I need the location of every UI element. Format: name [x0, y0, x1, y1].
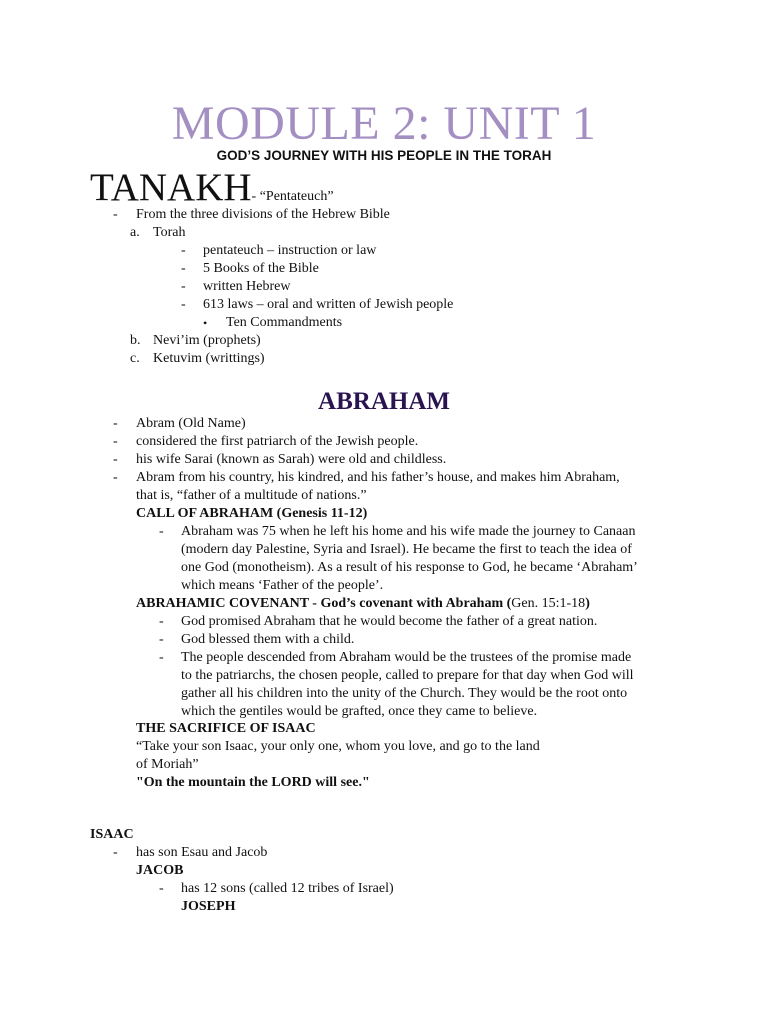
- dash-marker: -: [159, 650, 164, 665]
- abraham-item: his wife Sarai (known as Sarah) were old and childless.: [136, 452, 447, 467]
- page-title: MODULE 2: UNIT 1: [171, 97, 597, 150]
- call-line: Abraham was 75 when he left his home and his wife made the journey to Canaan: [181, 524, 636, 539]
- ketuvim-label: Ketuvim (writtings): [153, 351, 265, 366]
- jacob-item: has 12 sons (called 12 tribes of Israel): [181, 881, 394, 896]
- dash-marker: -: [159, 614, 164, 629]
- tanakh-intro: From the three divisions of the Hebrew Bible: [136, 207, 390, 222]
- torah-item: 5 Books of the Bible: [203, 261, 319, 276]
- dash-marker: -: [159, 881, 164, 896]
- isaac-item: has son Esau and Jacob: [136, 845, 268, 860]
- jacob-heading: JACOB: [136, 863, 184, 878]
- list-marker-c: c.: [130, 351, 140, 366]
- call-line: which means ‘Father of the people’.: [181, 578, 384, 593]
- neviim-label: Nevi’im (prophets): [153, 333, 261, 348]
- dash-marker: -: [159, 524, 164, 539]
- dash-marker: -: [113, 207, 118, 222]
- tanakh-heading-line: [90, 168, 334, 208]
- dash-marker: -: [181, 243, 186, 258]
- covenant-line: The people descended from Abraham would be the trustees of the promise made: [181, 650, 632, 665]
- abraham-item: considered the first patriarch of the Jewish people.: [136, 434, 419, 449]
- bullet-marker: •: [203, 316, 208, 330]
- call-line: one God (monotheism). As a result of his response to God, he became ‘Abraham’: [181, 560, 638, 575]
- list-marker-b: b.: [130, 333, 141, 348]
- dash-marker: -: [181, 261, 186, 276]
- covenant-item: God blessed them with a child.: [181, 632, 355, 647]
- covenant-line: which the gentiles would be grafted, once they came to believe.: [181, 704, 538, 719]
- torah-label: Torah: [153, 225, 186, 240]
- dash-marker: -: [113, 845, 118, 860]
- list-marker-a: a.: [130, 225, 140, 240]
- covenant-heading: [136, 595, 590, 613]
- abraham-heading: ABRAHAM: [318, 388, 450, 415]
- torah-item: pentateuch – instruction or law: [203, 243, 377, 258]
- sacrifice-quote: “Take your son Isaac, your only one, whom you love, and go to the land: [136, 739, 540, 754]
- dash-marker: -: [113, 452, 118, 467]
- sacrifice-quote-continued: of Moriah”: [136, 757, 199, 772]
- torah-item: written Hebrew: [203, 279, 291, 294]
- covenant-heading-ref: Gen. 15:1-18: [511, 596, 586, 611]
- dash-marker: -: [113, 416, 118, 431]
- tanakh-heading: TANAKH: [90, 166, 252, 209]
- covenant-heading-b: God’s covenant with Abraham (: [320, 596, 512, 611]
- torah-sub-bullet: Ten Commandments: [226, 315, 343, 330]
- dash-marker: -: [181, 297, 186, 312]
- dash-marker: -: [159, 632, 164, 647]
- covenant-line: to the patriarchs, the chosen people, called to prepare for that day when God will: [181, 668, 634, 683]
- isaac-heading: ISAAC: [90, 827, 134, 842]
- abraham-item: Abram from his country, his kindred, and his father’s house, and makes him Abraham,: [136, 470, 620, 485]
- dash-marker: -: [113, 434, 118, 449]
- dash-marker: -: [113, 470, 118, 485]
- covenant-heading-close: ): [585, 596, 590, 611]
- covenant-heading-a: ABRAHAMIC COVENANT -: [136, 596, 321, 611]
- abraham-item: Abram (Old Name): [136, 416, 246, 431]
- abraham-item-continued: that is, “father of a multitude of nations.”: [136, 488, 367, 503]
- dash-marker: -: [181, 279, 186, 294]
- call-line: (modern day Palestine, Syria and Israel). He became the first to teach the idea of: [181, 542, 632, 557]
- covenant-item: God promised Abraham that he would become the father of a great nation.: [181, 614, 598, 629]
- tanakh-heading-suffix: - “Pentateuch”: [251, 189, 334, 204]
- page-subtitle: GOD’S JOURNEY WITH HIS PEOPLE IN THE TORAH: [216, 148, 552, 163]
- covenant-line: gather all his children into the unity of the Church. They would be the root onto: [181, 686, 628, 701]
- torah-item: 613 laws – oral and written of Jewish people: [203, 297, 454, 312]
- sacrifice-bold-quote: "On the mountain the LORD will see.": [136, 775, 370, 790]
- joseph-heading: JOSEPH: [181, 899, 236, 914]
- call-of-abraham-heading: CALL OF ABRAHAM (Genesis 11-12): [136, 506, 368, 521]
- sacrifice-heading: THE SACRIFICE OF ISAAC: [136, 721, 316, 736]
